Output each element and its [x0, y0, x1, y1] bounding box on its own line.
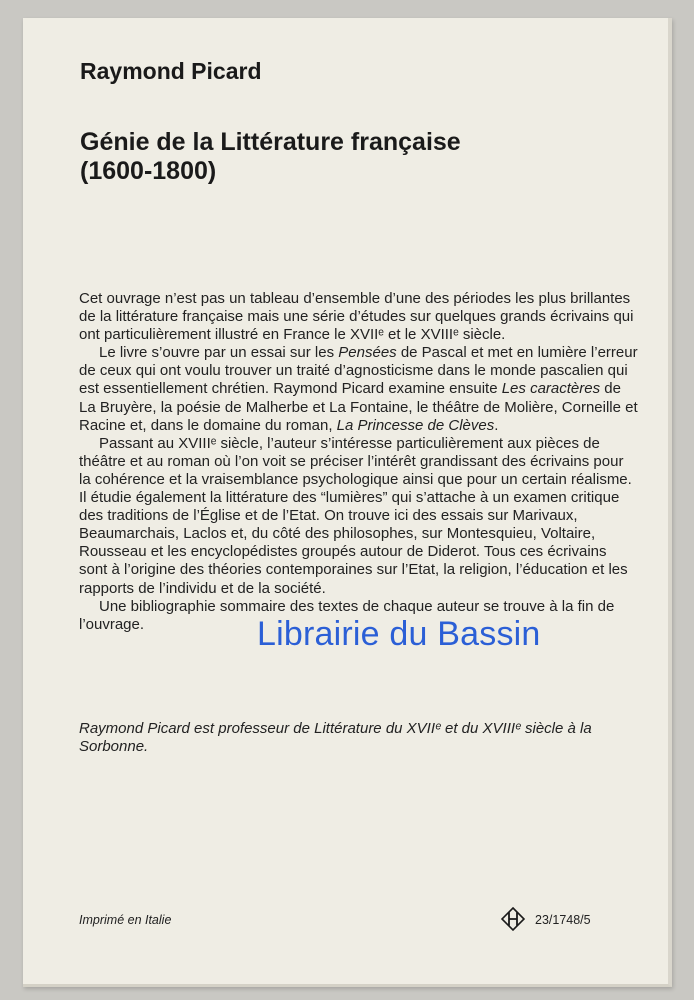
- title-line-1: Génie de la Littérature française: [80, 128, 461, 156]
- blurb-paragraph-4: Une bibliographie sommaire des textes de chaque auteur se trouve à la fin de l’ouvrage.: [79, 597, 615, 633]
- printed-in-label: Imprimé en Italie: [79, 913, 172, 927]
- blurb-p2-text-g: .: [494, 416, 499, 434]
- blurb-p2-caracteres: Les caractères: [501, 380, 601, 398]
- book-title: [80, 128, 600, 186]
- bookshop-watermark: Librairie du Bassin: [257, 615, 541, 653]
- blurb-text: [79, 290, 639, 634]
- title-line-2: (1600-1800): [80, 157, 217, 185]
- author-bio: Raymond Picard est professeur de Littérature du XVIIᵉ et du XVIIIᵉ siècle à la Sorbonne.: [79, 720, 592, 756]
- book-back-cover: [23, 18, 672, 987]
- blurb-paragraph-2: [79, 344, 639, 434]
- blurb-p2-text-c: de Pascal et met en lumière l’erreur de ceux qui ont voulu trouver un traité d’agnosticisme dans le monde pascalien qui est essentiellement chrétien. Raymond Picard examine ensuite: [79, 344, 638, 398]
- blurb-p2-pensees: Pensées: [338, 344, 397, 362]
- blurb-p2-text-a: Le livre s’ouvre par un essai sur les: [99, 344, 339, 362]
- blurb-paragraph-3: Passant au XVIIIᵉ siècle, l’auteur s’intéresse particulièrement aux pièces de théâtre et au roman où l’on voit se préciser l’intérêt grandissant des écrivains pour la cohérence et la vraisemblance psychologique ainsi que pour un certain réalisme. Il étudie également la littérature des “lumières” qui s’attache à un examen critique des traditions de l’Église et de l’Etat. On trouve ici des essais sur Marivaux, Beaumarchais, Laclos et, du côté des philosophes, sur Montesquieu, Voltaire, Rousseau et les encyclopédistes groupés autour de Diderot. Tous ces écrivains sont à l’origine des théories contemporaines sur l’Etat, la religion, l’éducation et les rapports de l’individu et de la société.: [79, 434, 632, 597]
- blurb-p2-text-e: de La Bruyère, la poésie de Malherbe et La Fontaine, le théâtre de Molière, Corneille et Racine et, dans le domaine du roman,: [79, 380, 638, 434]
- blurb-paragraph-1: Cet ouvrage n’est pas un tableau d’ensemble d’une des périodes les plus brillantes de la littérature française mais une série d’études sur quelques grands écrivains qui ont particulièrement illustré en France le XVIIᵉ et le XVIIIᵉ siècle.: [79, 290, 634, 344]
- catalog-code: 23/1748/5: [535, 913, 591, 927]
- publisher-monogram-icon: [501, 907, 525, 931]
- blurb-p2-princesse: La Princesse de Clèves: [336, 416, 495, 434]
- author-name: Raymond Picard: [80, 58, 262, 84]
